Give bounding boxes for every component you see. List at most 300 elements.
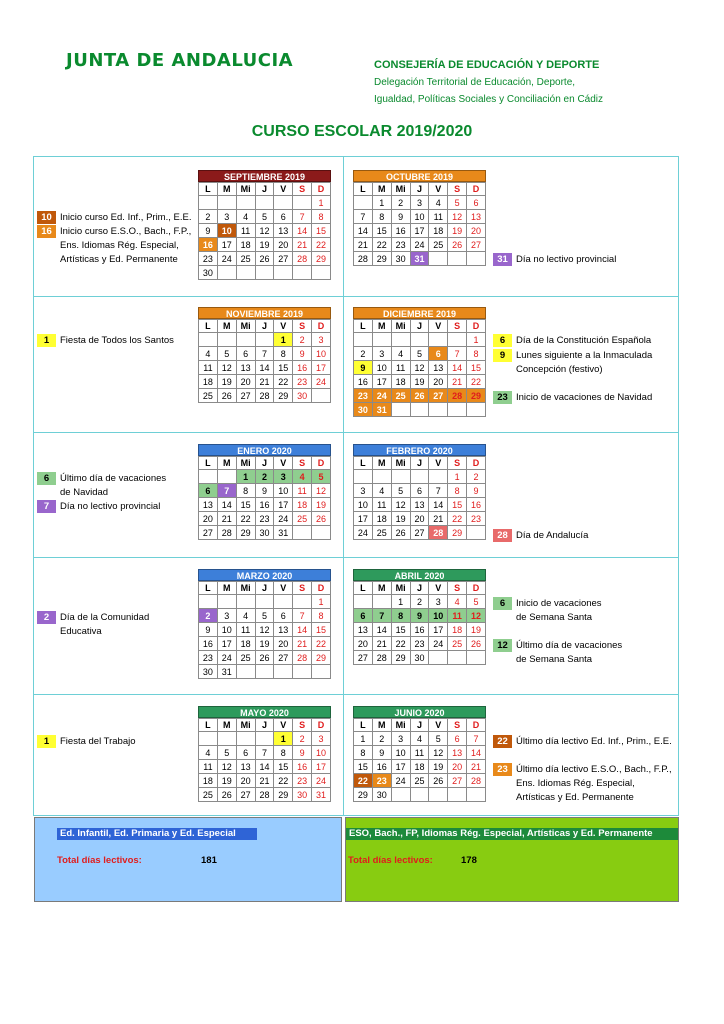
day-cell: 15 [274, 760, 293, 774]
day-cell: 24 [372, 389, 391, 403]
day-cell [293, 526, 312, 540]
day-cell: 28 [448, 389, 467, 403]
day-cell: 17 [391, 760, 410, 774]
weekday-header: S [293, 457, 312, 470]
weekday-header: Mi [236, 320, 255, 333]
day-cell: 7 [467, 732, 486, 746]
day-cell: 9 [354, 361, 373, 375]
day-cell: 18 [429, 224, 448, 238]
day-cell: 8 [467, 347, 486, 361]
day-cell: 11 [236, 224, 255, 238]
day-cell: 10 [372, 361, 391, 375]
weekday-header: V [429, 719, 448, 732]
day-cell: 5 [448, 196, 467, 210]
day-cell [410, 788, 429, 802]
day-cell [217, 595, 236, 609]
day-cell: 16 [293, 361, 312, 375]
day-cell: 4 [236, 210, 255, 224]
day-cell [391, 403, 410, 417]
weekday-header: M [217, 719, 236, 732]
day-cell [236, 333, 255, 347]
day-cell: 3 [372, 347, 391, 361]
row-divider-1 [33, 296, 679, 297]
day-cell [274, 665, 293, 679]
day-cell: 20 [448, 760, 467, 774]
month-grid [198, 456, 331, 540]
day-cell: 22 [354, 774, 373, 788]
day-cell: 9 [372, 746, 391, 760]
day-cell [255, 196, 274, 210]
day-cell: 1 [274, 732, 293, 746]
day-cell [274, 266, 293, 280]
day-cell: 18 [293, 498, 312, 512]
day-cell [372, 595, 391, 609]
legend-text: Fiesta de Todos los Santos [60, 335, 174, 346]
day-cell: 2 [293, 732, 312, 746]
day-cell: 20 [199, 512, 218, 526]
day-cell [217, 470, 236, 484]
day-cell: 18 [448, 623, 467, 637]
day-cell: 20 [467, 224, 486, 238]
day-cell: 8 [274, 347, 293, 361]
day-cell: 12 [429, 746, 448, 760]
day-cell: 28 [372, 651, 391, 665]
day-cell: 23 [410, 637, 429, 651]
day-cell: 5 [255, 210, 274, 224]
legend-text: Ens. Idiomas Rég. Especial, [516, 778, 635, 789]
day-cell: 17 [372, 375, 391, 389]
day-cell: 1 [448, 470, 467, 484]
month-calendar [198, 706, 331, 802]
day-cell: 6 [410, 484, 429, 498]
day-cell: 11 [448, 609, 467, 623]
day-cell: 24 [274, 512, 293, 526]
weekday-header: V [429, 582, 448, 595]
day-cell: 17 [274, 498, 293, 512]
day-cell [199, 732, 218, 746]
day-cell: 15 [274, 361, 293, 375]
day-cell: 15 [312, 224, 331, 238]
legend-text: Día de la Comunidad [60, 612, 150, 623]
day-cell: 27 [448, 774, 467, 788]
legend-text: Día no lectivo provincial [516, 254, 617, 265]
day-cell: 19 [255, 637, 274, 651]
day-cell [410, 333, 429, 347]
day-cell: 17 [429, 623, 448, 637]
day-cell: 29 [312, 651, 331, 665]
day-cell: 10 [410, 210, 429, 224]
weekday-header: J [255, 183, 274, 196]
day-cell [199, 333, 218, 347]
day-cell: 13 [354, 623, 373, 637]
day-cell: 20 [274, 637, 293, 651]
day-cell: 8 [274, 746, 293, 760]
day-cell: 21 [354, 238, 373, 252]
day-cell: 7 [372, 609, 391, 623]
day-cell: 7 [293, 210, 312, 224]
day-cell: 3 [217, 609, 236, 623]
day-cell: 6 [274, 210, 293, 224]
day-cell: 21 [372, 637, 391, 651]
legend-swatch: 6 [493, 334, 512, 347]
junta-logo: JUNTA DE ANDALUCIA [66, 50, 294, 71]
day-cell: 30 [372, 788, 391, 802]
day-cell: 16 [391, 224, 410, 238]
weekday-header: Mi [391, 582, 410, 595]
day-cell: 19 [410, 375, 429, 389]
weekday-header: V [274, 183, 293, 196]
day-cell: 12 [410, 361, 429, 375]
day-cell: 16 [199, 637, 218, 651]
day-cell: 24 [217, 252, 236, 266]
day-cell: 8 [312, 210, 331, 224]
day-cell [255, 665, 274, 679]
month-calendar [353, 706, 486, 802]
day-cell: 3 [274, 470, 293, 484]
day-cell: 29 [312, 252, 331, 266]
day-cell: 24 [391, 774, 410, 788]
day-cell: 18 [410, 760, 429, 774]
day-cell [448, 333, 467, 347]
day-cell: 13 [236, 361, 255, 375]
day-cell: 8 [236, 484, 255, 498]
day-cell: 25 [236, 651, 255, 665]
weekday-header: M [372, 183, 391, 196]
day-cell: 23 [199, 651, 218, 665]
day-cell: 22 [312, 238, 331, 252]
footer-primary-label: Total días lectivos: [57, 855, 142, 866]
day-cell [312, 526, 331, 540]
weekday-header: S [448, 582, 467, 595]
day-cell: 22 [391, 637, 410, 651]
month-grid [353, 456, 486, 540]
weekday-header: S [293, 183, 312, 196]
weekday-header: M [372, 320, 391, 333]
day-cell: 14 [448, 361, 467, 375]
legend-text: Artísticas y Ed. Permanente [60, 254, 178, 265]
day-cell: 6 [274, 609, 293, 623]
day-cell [274, 196, 293, 210]
day-cell: 6 [354, 609, 373, 623]
day-cell [372, 333, 391, 347]
month-title: MARZO 2020 [198, 569, 331, 581]
day-cell: 10 [312, 746, 331, 760]
weekday-header: V [274, 457, 293, 470]
day-cell: 14 [255, 760, 274, 774]
day-cell: 28 [217, 526, 236, 540]
weekday-header: L [354, 183, 373, 196]
day-cell [255, 595, 274, 609]
day-cell: 11 [410, 746, 429, 760]
day-cell: 12 [467, 609, 486, 623]
legend-swatch: 22 [493, 735, 512, 748]
month-calendar [198, 569, 331, 679]
day-cell: 25 [429, 238, 448, 252]
day-cell: 28 [255, 389, 274, 403]
day-cell: 12 [312, 484, 331, 498]
day-cell: 19 [217, 774, 236, 788]
weekday-header: V [429, 457, 448, 470]
day-cell: 29 [448, 526, 467, 540]
day-cell: 2 [255, 470, 274, 484]
day-cell: 30 [199, 266, 218, 280]
day-cell: 11 [391, 361, 410, 375]
day-cell: 28 [429, 526, 448, 540]
day-cell: 5 [391, 484, 410, 498]
day-cell: 21 [255, 774, 274, 788]
footer-primary-panel [34, 817, 342, 902]
day-cell [429, 651, 448, 665]
legend-text: Último día de vacaciones [60, 473, 167, 484]
day-cell: 27 [354, 651, 373, 665]
day-cell [312, 266, 331, 280]
day-cell: 27 [429, 389, 448, 403]
weekday-header: V [429, 320, 448, 333]
day-cell: 1 [312, 196, 331, 210]
day-cell: 26 [391, 526, 410, 540]
day-cell: 24 [429, 637, 448, 651]
day-cell [372, 470, 391, 484]
day-cell: 29 [354, 788, 373, 802]
day-cell: 17 [312, 361, 331, 375]
legend-text: de Semana Santa [516, 654, 593, 665]
weekday-header: M [372, 719, 391, 732]
day-cell: 22 [274, 774, 293, 788]
day-cell [467, 526, 486, 540]
day-cell: 25 [372, 526, 391, 540]
day-cell: 23 [354, 389, 373, 403]
day-cell: 2 [467, 470, 486, 484]
day-cell: 8 [448, 484, 467, 498]
day-cell: 4 [236, 609, 255, 623]
row-divider-4 [33, 694, 679, 695]
day-cell: 11 [236, 623, 255, 637]
day-cell: 4 [429, 196, 448, 210]
legend-swatch: 1 [37, 334, 56, 347]
day-cell: 20 [354, 637, 373, 651]
day-cell: 14 [255, 361, 274, 375]
footer-secondary-title: ESO, Bach., FP, Idiomas Rég. Especial, Artísticas y Ed. Permanente [346, 828, 678, 840]
weekday-header: M [372, 582, 391, 595]
month-calendar [353, 569, 486, 665]
day-cell [467, 403, 486, 417]
day-cell: 13 [429, 361, 448, 375]
day-cell: 29 [372, 252, 391, 266]
weekday-header: L [354, 582, 373, 595]
day-cell: 14 [354, 224, 373, 238]
weekday-header: D [312, 582, 331, 595]
day-cell: 1 [372, 196, 391, 210]
footer-primary-value: 181 [201, 855, 217, 866]
day-cell: 5 [255, 609, 274, 623]
day-cell [199, 470, 218, 484]
day-cell: 29 [274, 389, 293, 403]
legend-text: Fiesta del Trabajo [60, 736, 136, 747]
column-divider [343, 156, 344, 816]
day-cell: 26 [467, 637, 486, 651]
day-cell: 26 [448, 238, 467, 252]
weekday-header: D [312, 719, 331, 732]
weekday-header: S [293, 582, 312, 595]
weekday-header: L [199, 320, 218, 333]
day-cell [236, 266, 255, 280]
day-cell: 30 [410, 651, 429, 665]
day-cell: 3 [312, 732, 331, 746]
day-cell [293, 665, 312, 679]
day-cell: 16 [372, 760, 391, 774]
day-cell: 9 [199, 623, 218, 637]
legend-swatch: 28 [493, 529, 512, 542]
day-cell: 3 [312, 333, 331, 347]
month-grid [198, 718, 331, 802]
day-cell: 12 [255, 224, 274, 238]
day-cell: 25 [293, 512, 312, 526]
month-calendar [198, 307, 331, 403]
day-cell: 5 [429, 732, 448, 746]
day-cell: 11 [372, 498, 391, 512]
weekday-header: Mi [391, 719, 410, 732]
legend-text: Educativa [60, 626, 102, 637]
day-cell: 19 [217, 375, 236, 389]
day-cell: 15 [372, 224, 391, 238]
legend-swatch: 6 [37, 472, 56, 485]
month-grid [353, 319, 486, 417]
month-title: SEPTIEMBRE 2019 [198, 170, 331, 182]
legend-swatch: 7 [37, 500, 56, 513]
day-cell: 27 [274, 651, 293, 665]
day-cell: 3 [410, 196, 429, 210]
day-cell [236, 732, 255, 746]
legend-text: Artísticas y Ed. Permanente [516, 792, 634, 803]
day-cell: 23 [293, 774, 312, 788]
day-cell: 13 [274, 224, 293, 238]
weekday-header: D [467, 183, 486, 196]
legend-text: Ens. Idiomas Rég. Especial, [60, 240, 179, 251]
day-cell: 26 [410, 389, 429, 403]
day-cell: 20 [236, 375, 255, 389]
legend-text: Último día de vacaciones [516, 640, 623, 651]
day-cell: 21 [467, 760, 486, 774]
day-cell [354, 333, 373, 347]
day-cell: 12 [448, 210, 467, 224]
month-grid [198, 581, 331, 679]
day-cell: 15 [354, 760, 373, 774]
day-cell [429, 403, 448, 417]
day-cell: 19 [467, 623, 486, 637]
day-cell: 9 [199, 224, 218, 238]
day-cell: 12 [217, 361, 236, 375]
day-cell: 9 [255, 484, 274, 498]
weekday-header: M [372, 457, 391, 470]
day-cell: 1 [391, 595, 410, 609]
weekday-header: Mi [391, 320, 410, 333]
legend-text: Último día lectivo Ed. Inf., Prim., E.E. [516, 736, 672, 747]
day-cell: 7 [354, 210, 373, 224]
day-cell: 7 [255, 347, 274, 361]
day-cell: 14 [293, 623, 312, 637]
day-cell: 23 [255, 512, 274, 526]
day-cell: 3 [429, 595, 448, 609]
day-cell: 8 [391, 609, 410, 623]
day-cell: 27 [467, 238, 486, 252]
day-cell: 26 [217, 788, 236, 802]
legend-text: Inicio curso Ed. Inf., Prim., E.E. [60, 212, 192, 223]
day-cell: 7 [255, 746, 274, 760]
month-title: OCTUBRE 2019 [353, 170, 486, 182]
day-cell: 14 [429, 498, 448, 512]
day-cell: 21 [293, 238, 312, 252]
day-cell: 25 [199, 788, 218, 802]
day-cell [236, 595, 255, 609]
day-cell: 20 [236, 774, 255, 788]
day-cell: 18 [199, 774, 218, 788]
month-grid [198, 182, 331, 280]
day-cell: 23 [199, 252, 218, 266]
legend-swatch: 2 [37, 611, 56, 624]
day-cell: 10 [217, 224, 236, 238]
day-cell: 14 [293, 224, 312, 238]
day-cell: 16 [293, 760, 312, 774]
weekday-header: M [217, 582, 236, 595]
legend-swatch: 9 [493, 349, 512, 362]
delegation-line-2: Igualdad, Políticas Sociales y Conciliación en Cádiz [374, 94, 604, 105]
day-cell [217, 333, 236, 347]
day-cell: 11 [199, 760, 218, 774]
day-cell: 23 [391, 238, 410, 252]
day-cell: 11 [293, 484, 312, 498]
day-cell: 24 [410, 238, 429, 252]
legend-swatch: 10 [37, 211, 56, 224]
day-cell: 22 [236, 512, 255, 526]
day-cell: 25 [391, 389, 410, 403]
legend-text: de Navidad [60, 487, 109, 498]
day-cell: 16 [255, 498, 274, 512]
day-cell: 3 [391, 732, 410, 746]
weekday-header: J [255, 582, 274, 595]
day-cell: 2 [354, 347, 373, 361]
weekday-header: J [410, 719, 429, 732]
weekday-header: J [255, 719, 274, 732]
day-cell: 15 [236, 498, 255, 512]
day-cell: 27 [236, 788, 255, 802]
day-cell: 9 [391, 210, 410, 224]
legend-text: Día de la Constitución Española [516, 335, 652, 346]
day-cell: 31 [410, 252, 429, 266]
day-cell: 17 [217, 637, 236, 651]
day-cell: 30 [354, 403, 373, 417]
day-cell: 4 [199, 746, 218, 760]
day-cell: 4 [199, 347, 218, 361]
weekday-header: M [217, 183, 236, 196]
day-cell: 31 [217, 665, 236, 679]
day-cell: 2 [372, 732, 391, 746]
day-cell: 29 [467, 389, 486, 403]
day-cell: 25 [410, 774, 429, 788]
day-cell: 6 [467, 196, 486, 210]
day-cell: 1 [312, 595, 331, 609]
day-cell: 17 [354, 512, 373, 526]
day-cell: 15 [391, 623, 410, 637]
weekday-header: L [199, 183, 218, 196]
day-cell: 10 [429, 609, 448, 623]
weekday-header: S [293, 320, 312, 333]
weekday-header: M [217, 457, 236, 470]
weekday-header: J [410, 320, 429, 333]
weekday-header: J [410, 457, 429, 470]
delegation-line-1: Delegación Territorial de Educación, Deporte, [374, 77, 576, 88]
weekday-header: D [467, 320, 486, 333]
day-cell: 17 [410, 224, 429, 238]
